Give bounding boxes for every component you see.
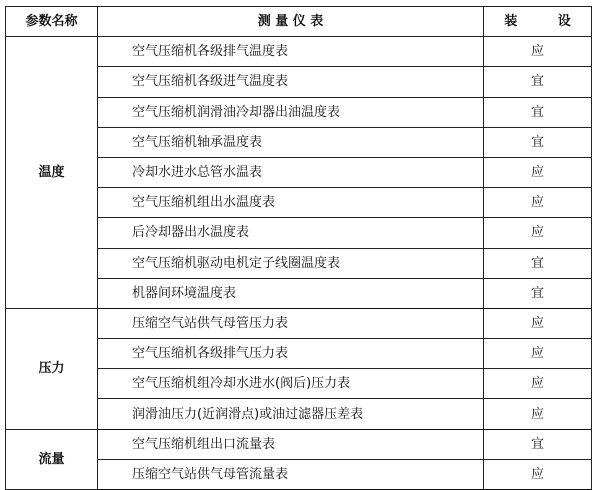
instrument-cell: 空气压缩机组出口流量表: [98, 429, 484, 459]
requirement-cell: 应: [484, 459, 592, 489]
instrument-cell: 空气压缩机润滑油冷却器出油温度表: [98, 97, 484, 127]
table-row: [6, 37, 592, 67]
instrument-cell: 压缩空气站供气母管压力表: [98, 308, 484, 338]
instrument-cell: 空气压缩机各级进气温度表: [98, 67, 484, 97]
instrument-cell: 冷却水进水总管水温表: [98, 157, 484, 187]
requirement-cell: 应: [484, 218, 592, 248]
instrument-cell: 空气压缩机各级排气压力表: [98, 339, 484, 369]
instrument-table-wrapper: [5, 6, 592, 490]
header-row: [6, 7, 592, 37]
header-install: 装 设: [484, 7, 592, 37]
instrument-cell: 空气压缩机组冷却水进水(阀后)压力表: [98, 369, 484, 399]
requirement-cell: 宜: [484, 429, 592, 459]
requirement-cell: 应: [484, 308, 592, 338]
category-cell: 流量: [6, 429, 98, 489]
instrument-cell: 机器间环境温度表: [98, 278, 484, 308]
requirement-cell: 宜: [484, 248, 592, 278]
requirement-cell: 宜: [484, 67, 592, 97]
requirement-cell: 应: [484, 339, 592, 369]
header-instrument: 测 量 仪 表: [98, 7, 484, 37]
instrument-cell: 空气压缩机组出水温度表: [98, 188, 484, 218]
requirement-cell: 应: [484, 188, 592, 218]
requirement-cell: 宜: [484, 127, 592, 157]
header-param: 参数名称: [6, 7, 98, 37]
instrument-cell: 空气压缩机轴承温度表: [98, 127, 484, 157]
requirement-cell: 宜: [484, 97, 592, 127]
instrument-cell: 润滑油压力(近润滑点)或油过滤器压差表: [98, 399, 484, 429]
instrument-table: [5, 6, 592, 490]
instrument-cell: 后冷却器出水温度表: [98, 218, 484, 248]
category-cell: 压力: [6, 308, 98, 429]
table-row: [6, 429, 592, 459]
requirement-cell: 应: [484, 37, 592, 67]
requirement-cell: 宜: [484, 278, 592, 308]
requirement-cell: 应: [484, 399, 592, 429]
instrument-cell: 空气压缩机各级排气温度表: [98, 37, 484, 67]
table-body: [6, 37, 592, 490]
category-cell: 温度: [6, 37, 98, 309]
requirement-cell: 应: [484, 157, 592, 187]
requirement-cell: 应: [484, 369, 592, 399]
instrument-cell: 空气压缩机驱动电机定子线圈温度表: [98, 248, 484, 278]
table-row: [6, 308, 592, 338]
instrument-cell: 压缩空气站供气母管流量表: [98, 459, 484, 489]
